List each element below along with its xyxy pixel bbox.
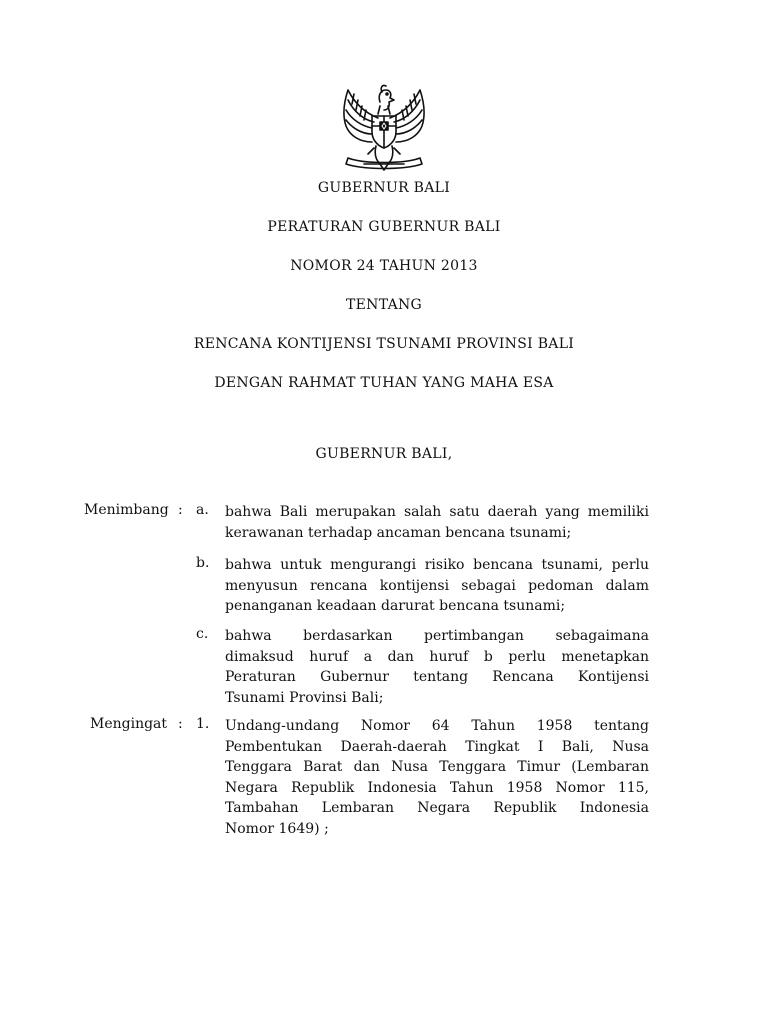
issuer-heading: GUBERNUR BALI,: [315, 446, 453, 462]
text-line: Tambahan Lembaran Negara Republik Indonesia: [225, 800, 649, 817]
about-label: TENTANG: [345, 297, 423, 313]
text-line: Negara Republik Indonesia Tahun 1958 Nomor 115,: [225, 779, 649, 796]
menimbang-label: Menimbang: [84, 502, 169, 518]
menimbang-marker-c: c.: [196, 626, 209, 642]
mengingat-colon: :: [178, 716, 183, 732]
document-subject: RENCANA KONTIJENSI TSUNAMI PROVINSI BALI: [193, 336, 575, 352]
text-line: Nomor 1649) ;: [225, 820, 329, 837]
text-line: Peraturan Gubernur tentang Rencana Kontijensi: [225, 669, 649, 686]
document-number: NOMOR 24 TAHUN 2013: [290, 258, 478, 274]
text-line: Tenggara Barat dan Nusa Tenggara Timur (Lembaran: [225, 759, 649, 776]
garuda-pancasila-icon: [334, 78, 434, 176]
authority-heading: GUBERNUR BALI: [317, 180, 451, 196]
text-line: menyusun rencana kontijensi sebagai pedoman dalam: [225, 577, 649, 594]
text-line: Tsunami Provinsi Bali;: [225, 689, 384, 706]
document-type: PERATURAN GUBERNUR BALI: [267, 219, 501, 235]
invocation: DENGAN RAHMAT TUHAN YANG MAHA ESA: [214, 375, 554, 391]
text-line: Pembentukan Daerah-daerah Tingkat I Bali, Nusa: [225, 738, 649, 755]
text-line: kerawanan terhadap ancaman bencana tsunami;: [225, 524, 572, 541]
menimbang-item-b: [225, 555, 649, 617]
text-line: bahwa Bali merupakan salah satu daerah yang memiliki: [225, 504, 649, 520]
text-line: bahwa berdasarkan pertimbangan sebagaimana: [225, 628, 649, 644]
text-line: bahwa untuk mengurangi risiko bencana tsunami, perlu: [225, 557, 649, 573]
text-line: penanganan keadaan darurat bencana tsunami;: [225, 598, 566, 615]
mengingat-item-1: [225, 716, 649, 840]
menimbang-item-c: [225, 626, 649, 708]
text-line: dimaksud huruf a dan huruf b perlu menetapkan: [225, 648, 649, 665]
mengingat-label: Mengingat: [90, 716, 168, 732]
menimbang-colon: :: [178, 502, 183, 518]
text-line: Undang-undang Nomor 64 Tahun 1958 tentang: [225, 718, 649, 734]
menimbang-marker-a: a.: [196, 502, 209, 518]
menimbang-item-a: [225, 502, 649, 543]
mengingat-marker-1: 1.: [196, 716, 210, 732]
menimbang-marker-b: b.: [196, 555, 210, 571]
